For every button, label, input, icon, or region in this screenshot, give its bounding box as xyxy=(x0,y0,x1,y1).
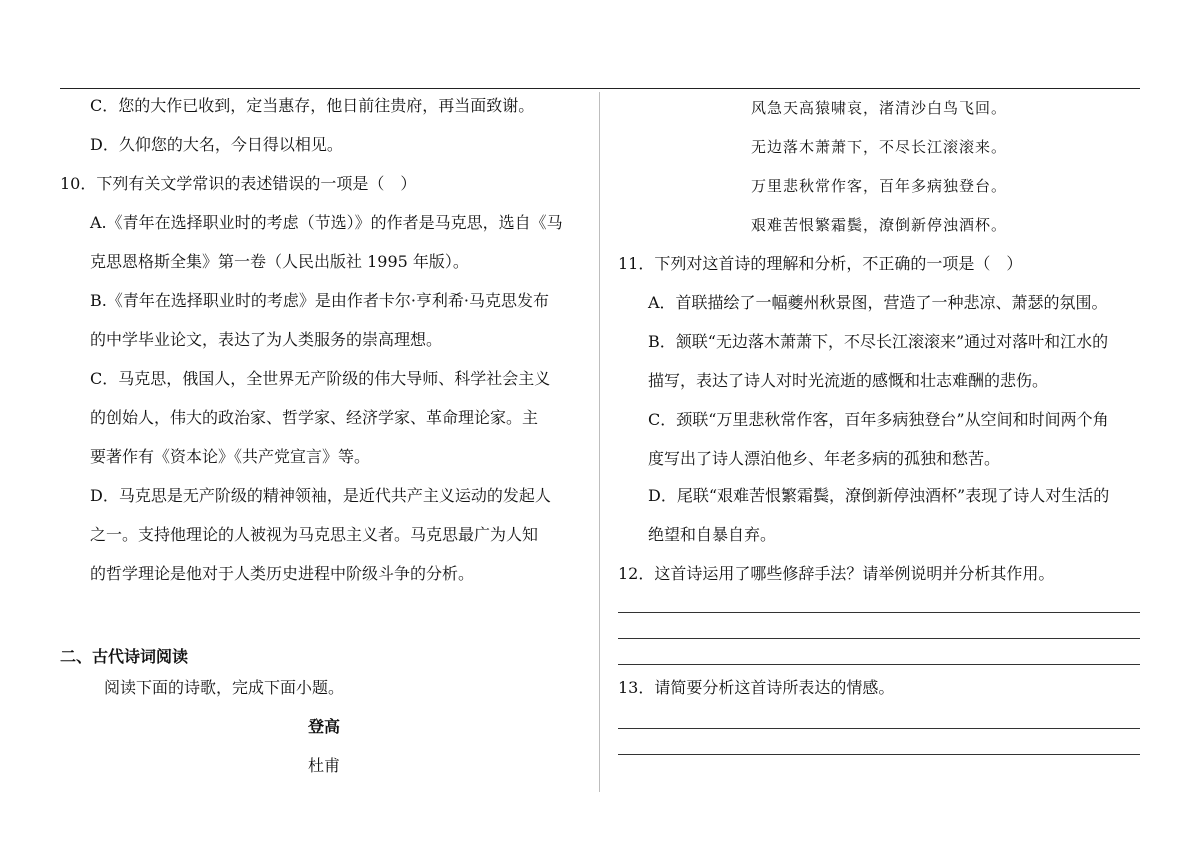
q12-stem: 12．这首诗运用了哪些修辞手法？请举例说明并分析其作用。 xyxy=(618,564,1055,583)
section-heading: 二、古代诗词阅读 xyxy=(60,647,189,666)
q11-option-c-line2: 度写出了诗人漂泊他乡、年老多病的孤独和愁苦。 xyxy=(648,449,1001,468)
q12-answer-line-3[interactable] xyxy=(618,664,1140,665)
q11-option-a: A．首联描绘了一幅夔州秋景图，营造了一种悲凉、萧瑟的氛围。 xyxy=(648,293,1108,312)
q11-option-c-line1: C．颈联“万里悲秋常作客，百年多病独登台”从空间和时间两个角 xyxy=(648,410,1109,429)
poem-line-2: 无边落木萧萧下，不尽长江滚滚来。 xyxy=(750,138,1007,156)
q13-answer-line-1[interactable] xyxy=(618,728,1140,729)
q11-option-b-line2: 描写，表达了诗人对时光流逝的感慨和壮志难酬的悲伤。 xyxy=(648,371,1049,390)
q12-answer-line-1[interactable] xyxy=(618,612,1140,613)
q9-option-d: D．久仰您的大名，今日得以相见。 xyxy=(90,135,343,154)
q13-stem: 13．请简要分析这首诗所表达的情感。 xyxy=(618,678,895,697)
q13-answer-line-2[interactable] xyxy=(618,754,1140,755)
section-instruction: 阅读下面的诗歌，完成下面小题。 xyxy=(104,678,345,697)
poem-title: 登高 xyxy=(307,717,340,736)
poem-author: 杜甫 xyxy=(307,756,340,775)
q11-option-d-line1: D．尾联“艰难苦恨繁霜鬓，潦倒新停浊酒杯”表现了诗人对生活的 xyxy=(648,486,1110,505)
q10-stem: 10．下列有关文学常识的表述错误的一项是（ ） xyxy=(60,174,417,193)
q12-answer-line-2[interactable] xyxy=(618,638,1140,639)
q10-option-d-line1: D．马克思是无产阶级的精神领袖，是近代共产主义运动的发起人 xyxy=(90,486,551,505)
q10-option-c-line2: 的创始人，伟大的政治家、哲学家、经济学家、革命理论家。主 xyxy=(90,408,539,427)
poem-line-3: 万里悲秋常作客，百年多病独登台。 xyxy=(750,177,1007,195)
q11-option-b-line1: B．颔联“无边落木萧萧下，不尽长江滚滚来”通过对落叶和江水的 xyxy=(648,332,1109,351)
poem-line-1: 风急天高猿啸哀，渚清沙白鸟飞回。 xyxy=(750,99,1007,117)
q10-option-c-line3: 要著作有《资本论》《共产党宣言》等。 xyxy=(90,447,371,466)
q10-option-a-line2: 克思恩格斯全集》第一卷（人民出版社 1995 年版）。 xyxy=(90,252,469,271)
q10-option-b-line1: B.《青年在选择职业时的考虑》是由作者卡尔·亨利希·马克思发布 xyxy=(90,291,550,310)
q9-option-c: C．您的大作已收到，定当惠存，他日前往贵府，再当面致谢。 xyxy=(90,96,535,115)
q11-stem: 11．下列对这首诗的理解和分析，不正确的一项是（ ） xyxy=(618,254,1023,273)
q10-option-d-line2: 之一。支持他理论的人被视为马克思主义者。马克思最广为人知 xyxy=(90,525,539,544)
q10-option-b-line2: 的中学毕业论文，表达了为人类服务的崇高理想。 xyxy=(90,330,443,349)
top-rule xyxy=(60,88,1140,89)
q10-option-d-line3: 的哲学理论是他对于人类历史进程中阶级斗争的分析。 xyxy=(90,564,475,583)
q10-option-a-line1: A.《青年在选择职业时的考虑（节选）》的作者是马克思，选自《马 xyxy=(90,213,563,232)
q10-option-c-line1: C．马克思，俄国人，全世界无产阶级的伟大导师、科学社会主义 xyxy=(90,369,551,388)
column-divider xyxy=(599,92,600,792)
poem-line-4: 艰难苦恨繁霜鬓，潦倒新停浊酒杯。 xyxy=(750,216,1007,234)
q11-option-d-line2: 绝望和自暴自弃。 xyxy=(648,525,777,544)
